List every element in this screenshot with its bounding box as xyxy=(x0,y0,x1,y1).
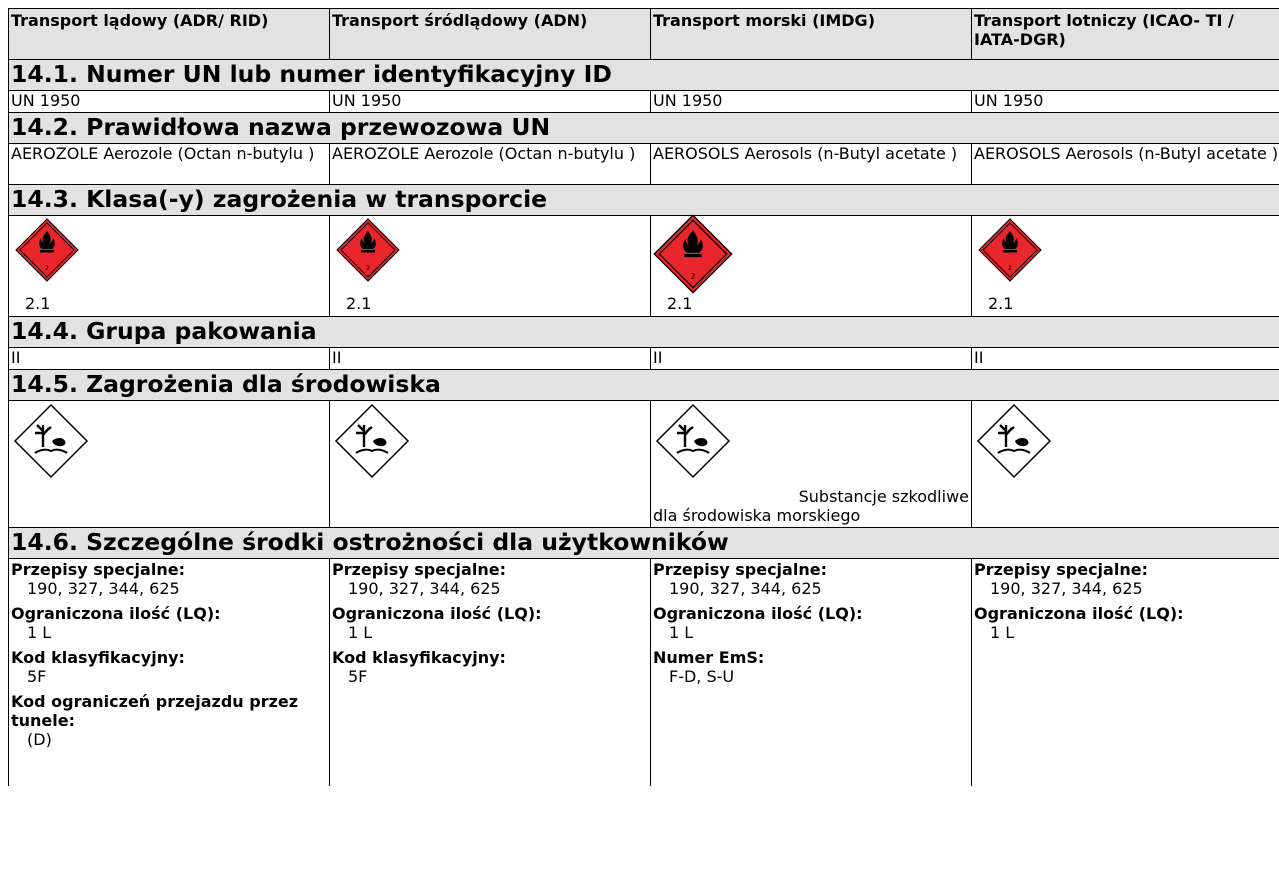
packing-group-road: II xyxy=(9,348,330,370)
provisions-inland xyxy=(332,559,648,686)
column-header-road: Transport lądowy (ADR/ RID) xyxy=(9,9,330,60)
special-provisions-label: Przepisy specjalne: xyxy=(332,560,506,579)
column-header-air: Transport lotniczy (ICAO- TI / IATA-DGR) xyxy=(972,9,1279,60)
special-provisions-label: Przepisy specjalne: xyxy=(974,560,1148,579)
special-provisions-label: Przepisy specjalne: xyxy=(653,560,827,579)
packing-group-sea: II xyxy=(651,348,972,370)
packing-group-inland: II xyxy=(330,348,651,370)
flammable-gas-icon xyxy=(978,218,1042,282)
limited-quantity-value: 1 L xyxy=(27,623,52,642)
un-number-row xyxy=(9,91,1279,113)
section-heading-shipping-name: 14.2. Prawidłowa nazwa przewozowa UN xyxy=(9,113,1279,144)
ems-number-value: F-D, S-U xyxy=(669,667,735,686)
marine-pollutant-note xyxy=(653,487,969,525)
section-heading-hazard-class: 14.3. Klasa(-y) zagrożenia w transporcie xyxy=(9,185,1279,216)
environment-row xyxy=(9,401,1279,528)
environment-hazard-icon xyxy=(976,403,1052,479)
section-heading-special-precautions: 14.6. Szczególne środki ostrożności dla użytkowników xyxy=(9,528,1279,559)
classification-code-label: Kod klasyfikacyjny: xyxy=(11,648,185,667)
hazard-class-air: 2.1 xyxy=(988,294,1014,313)
classification-code-label: Kod klasyfikacyjny: xyxy=(332,648,506,667)
environment-hazard-icon xyxy=(13,403,89,479)
limited-quantity-value: 1 L xyxy=(348,623,373,642)
shipping-name-road: AEROZOLE Aerozole (Octan n-butylu ) xyxy=(9,144,330,185)
section-heading-packing-group: 14.4. Grupa pakowania xyxy=(9,317,1279,348)
un-number-air: UN 1950 xyxy=(972,91,1279,113)
environment-hazard-icon xyxy=(655,403,731,479)
shipping-name-inland: AEROZOLE Aerozole (Octan n-butylu ) xyxy=(330,144,651,185)
special-provisions-value: 190, 327, 344, 625 xyxy=(669,579,822,598)
flammable-gas-icon xyxy=(653,214,733,294)
column-header-inland: Transport śródlądowy (ADN) xyxy=(330,9,651,60)
marine-note-line1: Substancje szkodliwe xyxy=(798,487,969,506)
un-number-sea: UN 1950 xyxy=(651,91,972,113)
limited-quantity-label: Ograniczona ilość (LQ): xyxy=(11,604,221,623)
classification-code-value: 5F xyxy=(348,667,368,686)
tunnel-code-label: Kod ograniczeń przejazdu przez tunele: xyxy=(11,692,299,730)
provisions-air xyxy=(974,559,1279,642)
column-header-row xyxy=(9,9,1279,60)
marine-note-line2: dla środowiska morskiego xyxy=(653,506,861,525)
flammable-gas-icon xyxy=(15,218,79,282)
limited-quantity-label: Ograniczona ilość (LQ): xyxy=(332,604,542,623)
special-provisions-value: 190, 327, 344, 625 xyxy=(990,579,1143,598)
column-header-sea: Transport morski (IMDG) xyxy=(651,9,972,60)
shipping-name-air: AEROSOLS Aerosols (n-Butyl acetate ) xyxy=(972,144,1279,185)
shipping-name-row xyxy=(9,144,1279,185)
un-number-road: UN 1950 xyxy=(9,91,330,113)
special-provisions-value: 190, 327, 344, 625 xyxy=(348,579,501,598)
provisions-row xyxy=(9,559,1279,787)
special-provisions-label: Przepisy specjalne: xyxy=(11,560,185,579)
classification-code-value: 5F xyxy=(27,667,47,686)
un-number-inland: UN 1950 xyxy=(330,91,651,113)
hazard-class-road: 2.1 xyxy=(25,294,51,313)
ems-number-label: Numer EmS: xyxy=(653,648,765,667)
packing-group-air: II xyxy=(972,348,1279,370)
limited-quantity-label: Ograniczona ilość (LQ): xyxy=(653,604,863,623)
limited-quantity-label: Ograniczona ilość (LQ): xyxy=(974,604,1184,623)
provisions-road xyxy=(11,559,327,749)
limited-quantity-value: 1 L xyxy=(669,623,694,642)
special-provisions-value: 190, 327, 344, 625 xyxy=(27,579,180,598)
provisions-sea xyxy=(653,559,969,686)
limited-quantity-value: 1 L xyxy=(990,623,1015,642)
hazard-class-sea: 2.1 xyxy=(667,294,693,313)
section-heading-environment: 14.5. Zagrożenia dla środowiska xyxy=(9,370,1279,401)
packing-group-row xyxy=(9,348,1279,370)
flammable-gas-icon xyxy=(336,218,400,282)
transport-information-table xyxy=(8,8,1279,786)
hazard-class-inland: 2.1 xyxy=(346,294,372,313)
section-heading-un-number: 14.1. Numer UN lub numer identyfikacyjny ID xyxy=(9,60,1279,91)
hazard-class-row xyxy=(9,216,1279,317)
environment-hazard-icon xyxy=(334,403,410,479)
shipping-name-sea: AEROSOLS Aerosols (n-Butyl acetate ) xyxy=(651,144,972,185)
tunnel-code-value: (D) xyxy=(27,730,52,749)
